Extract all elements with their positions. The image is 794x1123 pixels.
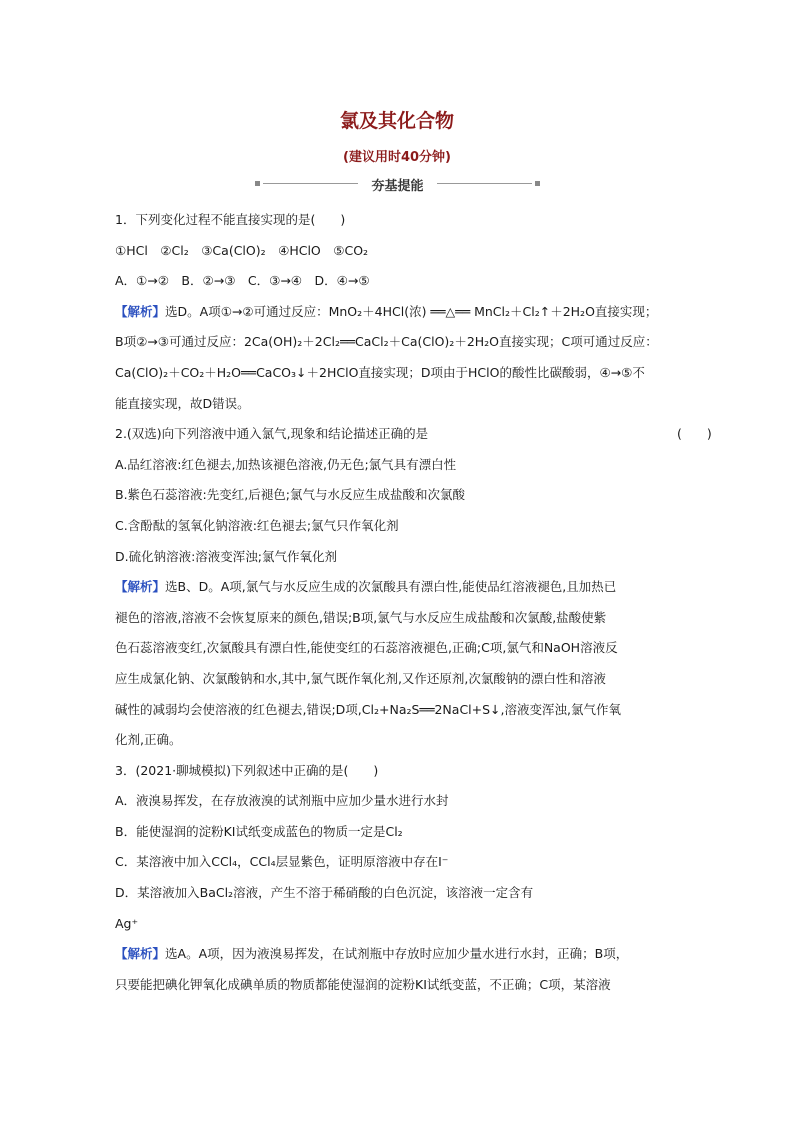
- analysis-text: 选A。A项，因为液溴易挥发，在试剂瓶中存放时应加少量水进行水封，正确；B项，: [165, 946, 629, 962]
- q3-option: D．某溶液加入BaCl₂溶液，产生不溶于稀硝酸的白色沉淀，该溶液一定含有: [115, 885, 534, 901]
- q3-option: A．液溴易挥发，在存放液溴的试剂瓶中应加少量水进行水封: [115, 793, 449, 809]
- q1-analysis-line: [115, 297, 690, 328]
- q2-analysis-line: 化剂,正确。: [115, 732, 182, 748]
- section-header: [255, 175, 540, 193]
- q3-option: C．某溶液中加入CCl₄，CCl₄层显紫色，证明原溶液中存在I⁻: [115, 854, 449, 870]
- question-content: [115, 205, 712, 1000]
- q2-option: A.品红溶液:红色褪去,加热该褪色溶液,仍无色;氯气具有漂白性: [115, 456, 457, 472]
- q2-analysis-line: 碱性的减弱均会使溶液的红色褪去,错误;D项,Cl₂+Na₂S══2NaCl+S↓,溶液变浑浊,氯气作氧: [115, 701, 621, 717]
- q2-stem-text: 2.(双选)向下列溶液中通入氯气,现象和结论描述正确的是: [115, 426, 429, 442]
- answer-bracket: ( ): [677, 426, 712, 442]
- q2-option: B.紫色石蕊溶液:先变红,后褪色;氯气与水反应生成盐酸和次氯酸: [115, 487, 465, 503]
- q1-analysis-line: Ca(ClO)₂＋CO₂＋H₂O══CaCO₃↓＋2HClO直接实现；D项由于HClO的酸性比碳酸弱，④→⑤不: [115, 364, 645, 380]
- analysis-text: 选D。A项①→②可通过反应：MnO₂＋4HCl(浓) ══△══ MnCl₂＋Cl₂↑＋2H₂O直接实现；: [165, 303, 658, 319]
- q2-option: D.硫化钠溶液:溶液变浑浊;氯气作氧化剂: [115, 548, 338, 564]
- analysis-text: 选B、D。A项,氯气与水反应生成的次氯酸具有漂白性,能使品红溶液褪色,且加热已: [165, 579, 617, 595]
- q1-analysis-line: 能直接实现，故D错误。: [115, 395, 250, 411]
- page-title: 氯及其化合物: [339, 110, 454, 132]
- section-label: 夯基提能: [371, 179, 424, 194]
- q3-analysis-line: [115, 939, 690, 970]
- q1-stem: 1．下列变化过程不能直接实现的是( ): [115, 212, 346, 227]
- q3-option: Ag⁺: [115, 915, 139, 931]
- q2-analysis-line: 色石蕊溶液变红,次氯酸具有漂白性,能使变红的石蕊溶液褪色,正确;C项,氯气和NaOH溶液反: [115, 640, 618, 656]
- time-suggestion: (建议用时40分钟): [343, 150, 451, 165]
- q2-analysis-line: 应生成氯化钠、次氯酸钠和水,其中,氯气既作氧化剂,又作还原剂,次氯酸钠的漂白性和溶液: [115, 670, 606, 686]
- q1-options: A．①→② B．②→③ C．③→④ D．④→⑤: [115, 273, 370, 289]
- analysis-tag: 【解析】: [115, 579, 166, 595]
- q2-option: C.含酚酞的氢氧化钠溶液:红色褪去;氯气只作氧化剂: [115, 517, 399, 533]
- q3-stem: 3．(2021·聊城模拟)下列叙述中正确的是( ): [115, 762, 379, 778]
- q2-analysis-line: 褪色的溶液,溶液不会恢复原来的颜色,错误;B项,氯气与水反应生成盐酸和次氯酸,盐酸使紫: [115, 609, 607, 625]
- q1-analysis-line: B项②→③可通过反应：2Ca(OH)₂＋2Cl₂══CaCl₂＋Ca(ClO)₂＋2H₂O直接实现；C项可通过反应：: [115, 334, 658, 350]
- q3-analysis-line: 只要能把碘化钾氧化成碘单质的物质都能使湿润的淀粉KI试纸变蓝，不正确；C项，某溶液: [115, 976, 611, 992]
- q1-items: ①HCl ②Cl₂ ③Ca(ClO)₂ ④HClO ⑤CO₂: [115, 242, 369, 258]
- q3-option: B．能使湿润的淀粉KI试纸变成蓝色的物质一定是Cl₂: [115, 823, 403, 839]
- analysis-tag: 【解析】: [115, 946, 166, 962]
- q2-analysis-line: [115, 572, 690, 603]
- q2-stem: [115, 419, 712, 450]
- analysis-tag: 【解析】: [115, 303, 166, 319]
